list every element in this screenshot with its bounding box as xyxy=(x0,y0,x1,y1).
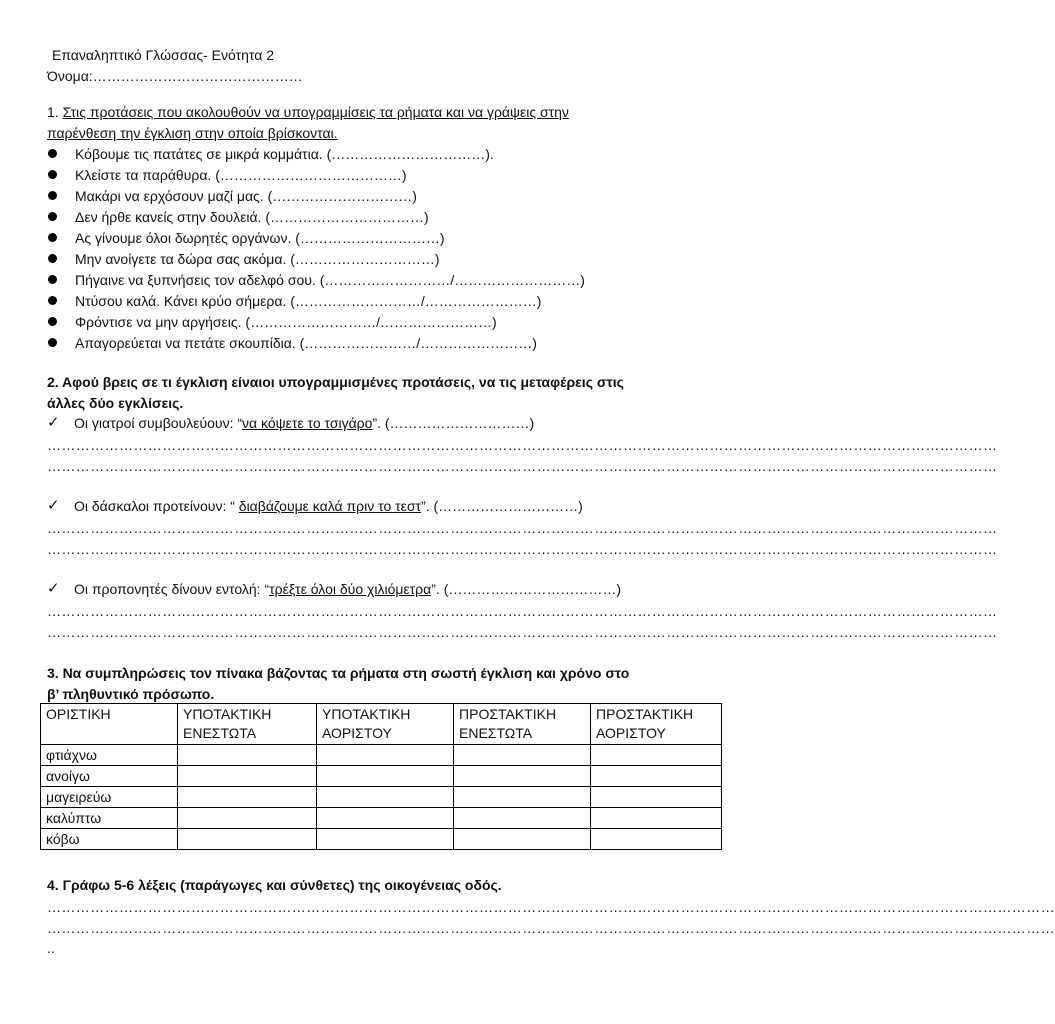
answer-cell[interactable] xyxy=(178,766,317,787)
ex2-answer-line[interactable]: ……………………………………………………………………………………………………………………………………………………………………………… xyxy=(47,603,998,619)
answer-cell[interactable] xyxy=(454,787,591,808)
verb-cell: μαγειρεύω xyxy=(41,787,178,808)
answer-cell[interactable] xyxy=(454,766,591,787)
ex1-item: Φρόντισε να μην αργήσεις. (………………………/……………………) xyxy=(75,314,497,330)
header-line-1: ΠΡΟΣΤΑΚΤΙΚΗ xyxy=(459,706,557,722)
ex1-item: Κόβουμε τις πατάτες σε μικρά κομμάτια. (……………………………). xyxy=(75,146,494,162)
checkmark-icon: ✓ xyxy=(47,414,60,431)
ex2-underlined-clause: διαβάζουμε καλά πριν το τεστ xyxy=(238,498,422,514)
ex2-sentence xyxy=(74,497,583,515)
ex2-instruction-line-1: 2. Αφού βρεις σε τι έγκλιση είναιοι υπογραμμισμένες προτάσεις, να τις μεταφέρεις στις xyxy=(47,374,624,390)
ex4-instruction: 4. Γράφω 5-6 λέξεις (παράγωγες και σύνθετες) της οικογένειας οδός. xyxy=(47,877,502,893)
verb-table xyxy=(40,703,722,850)
ex4-answer-tail[interactable]: .. xyxy=(47,940,55,956)
checkmark-icon: ✓ xyxy=(47,580,60,597)
bullet-icon xyxy=(48,170,57,179)
ex2-sentence-prefix: Οι δάσκαλοι προτείνουν: “ xyxy=(74,498,239,514)
table-header-cell xyxy=(591,704,722,745)
answer-cell[interactable] xyxy=(178,829,317,850)
answer-cell[interactable] xyxy=(591,787,722,808)
ex1-number: 1. xyxy=(47,104,59,120)
bullet-icon xyxy=(48,317,57,326)
ex3-instruction-line-2: β’ πληθυντικό πρόσωπο. xyxy=(47,686,215,702)
table-row xyxy=(41,766,722,787)
answer-cell[interactable] xyxy=(178,808,317,829)
answer-cell[interactable] xyxy=(317,808,454,829)
answer-cell[interactable] xyxy=(591,766,722,787)
ex2-answer-line[interactable]: ……………………………………………………………………………………………………………………………………………………………………………… xyxy=(47,437,998,453)
header-line-1: ΥΠΟΤΑΚΤΙΚΗ xyxy=(322,706,411,722)
ex2-sentence xyxy=(74,580,621,598)
answer-cell[interactable] xyxy=(591,808,722,829)
ex2-sentence-suffix: ”. (…………………………) xyxy=(372,415,535,431)
ex2-answer-line[interactable]: ……………………………………………………………………………………………………………………………………………………………………………… xyxy=(47,458,998,474)
ex2-answer-line[interactable]: ……………………………………………………………………………………………………………………………………………………………………………… xyxy=(47,541,998,557)
table-header-cell xyxy=(454,704,591,745)
ex3-instruction-line-1: 3. Να συμπληρώσεις τον πίνακα βάζοντας τα ρήματα στη σωστή έγκλιση και χρόνο στο xyxy=(47,665,630,681)
answer-cell[interactable] xyxy=(317,766,454,787)
ex2-answer-line[interactable]: ……………………………………………………………………………………………………………………………………………………………………………… xyxy=(47,520,998,536)
verb-cell: καλύπτω xyxy=(41,808,178,829)
bullet-icon xyxy=(48,254,57,263)
ex1-instruction-line-1 xyxy=(47,103,569,121)
bullet-icon xyxy=(48,296,57,305)
name-line: Όνομα:……………………………………… xyxy=(47,68,303,84)
answer-cell[interactable] xyxy=(591,745,722,766)
answer-cell[interactable] xyxy=(178,787,317,808)
header-line-2: ΑΟΡΙΣΤΟΥ xyxy=(322,725,392,741)
answer-cell[interactable] xyxy=(454,745,591,766)
ex2-instruction-line-2: άλλες δύο εγκλίσεις. xyxy=(47,395,184,411)
answer-cell[interactable] xyxy=(454,808,591,829)
bullet-icon xyxy=(48,275,57,284)
ex1-item: Μακάρι να ερχόσουν μαζί μας. (…………………………) xyxy=(75,188,417,204)
verb-cell: κόβω xyxy=(41,829,178,850)
verb-cell: ανοίγω xyxy=(41,766,178,787)
ex1-item: Ας γίνουμε όλοι δωρητές οργάνων. (…………………………) xyxy=(75,230,445,246)
table-row xyxy=(41,787,722,808)
ex1-item: Πήγαινε να ξυπνήσεις τον αδελφό σου. (………………………/………………………) xyxy=(75,272,585,288)
bullet-icon xyxy=(48,338,57,347)
ex1-instruction-line-2: παρένθεση την έγκλιση στην οποία βρίσκονται. xyxy=(47,125,338,141)
answer-cell[interactable] xyxy=(178,745,317,766)
ex2-underlined-clause: τρέξτε όλοι δύο χιλιόμετρα xyxy=(269,581,432,597)
ex1-item: Δεν ήρθε κανείς στην δουλειά. (……………………………) xyxy=(75,209,429,225)
bullet-icon xyxy=(48,212,57,221)
header-line-2: ΕΝΕΣΤΩΤΑ xyxy=(459,725,533,741)
header-line-1: ΥΠΟΤΑΚΤΙΚΗ xyxy=(183,706,272,722)
header-line-1: ΟΡΙΣΤΙΚΗ xyxy=(46,706,111,722)
ex2-sentence-prefix: Οι γιατροί συμβουλεύουν: “ xyxy=(74,415,243,431)
table-header-cell xyxy=(41,704,178,745)
answer-cell[interactable] xyxy=(317,829,454,850)
answer-cell[interactable] xyxy=(317,745,454,766)
header-line-2: ΑΟΡΙΣΤΟΥ xyxy=(596,725,666,741)
ex2-underlined-clause: να κόψετε το τσιγάρο xyxy=(242,415,373,431)
table-header-cell xyxy=(178,704,317,745)
table-row xyxy=(41,829,722,850)
header-line-2: ΕΝΕΣΤΩΤΑ xyxy=(183,725,257,741)
ex1-instruction-text-1: Στις προτάσεις που ακολουθούν να υπογραμμίσεις τα ρήματα και να γράψεις στην xyxy=(62,104,569,120)
checkmark-icon: ✓ xyxy=(47,497,60,514)
bullet-icon xyxy=(48,191,57,200)
answer-cell[interactable] xyxy=(454,829,591,850)
table-header-row xyxy=(41,704,722,745)
answer-cell[interactable] xyxy=(317,787,454,808)
ex1-item: Κλείστε τα παράθυρα. (…………………………………) xyxy=(75,167,407,183)
ex2-sentence xyxy=(74,414,534,432)
ex2-sentence-suffix: ”. (…………………………) xyxy=(421,498,583,514)
header-line-1: ΠΡΟΣΤΑΚΤΙΚΗ xyxy=(596,706,694,722)
ex4-answer-line[interactable]: ………………………………………………………………………………………………………………………………………………………………………………………… xyxy=(47,920,1055,936)
ex2-sentence-suffix: ”. (………………………………) xyxy=(431,581,622,597)
ex2-sentence-prefix: Οι προπονητές δίνουν εντολή: “ xyxy=(74,581,270,597)
table-row xyxy=(41,745,722,766)
ex1-item: Απαγορεύεται να πετάτε σκουπίδια. (……………………/……………………) xyxy=(75,335,537,351)
bullet-icon xyxy=(48,149,57,158)
table-row xyxy=(41,808,722,829)
ex2-answer-line[interactable]: ……………………………………………………………………………………………………………………………………………………………………………… xyxy=(47,624,998,640)
page-title: Επαναληπτικό Γλώσσας- Ενότητα 2 xyxy=(52,47,275,63)
ex1-item: Ντύσου καλά. Κάνει κρύο σήμερα. (………………………/……………………) xyxy=(75,293,542,309)
table-header-cell xyxy=(317,704,454,745)
ex1-item: Μην ανοίγετε τα δώρα σας ακόμα. (…………………………) xyxy=(75,251,440,267)
ex4-answer-line[interactable]: ………………………………………………………………………………………………………………………………………………………………………………………… xyxy=(47,899,1055,915)
verb-cell: φτιάχνω xyxy=(41,745,178,766)
bullet-icon xyxy=(48,233,57,242)
answer-cell[interactable] xyxy=(591,829,722,850)
